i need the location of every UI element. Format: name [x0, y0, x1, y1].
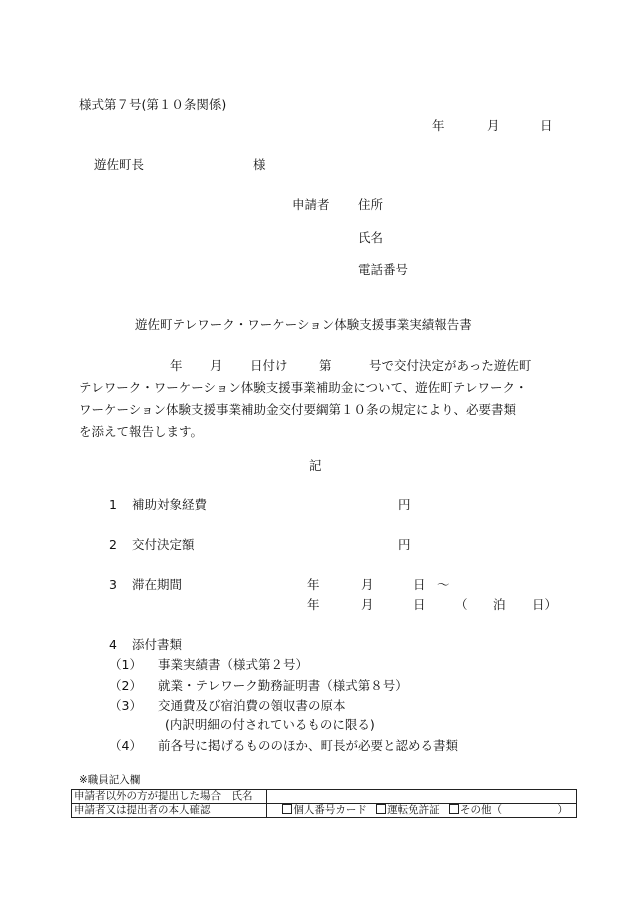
stay-days: 日） [532, 597, 558, 612]
date-year: 年 [432, 118, 445, 133]
stay-nights: 泊 [493, 597, 506, 612]
stay-end-year: 年 [307, 597, 320, 612]
date-day: 日 [540, 118, 553, 133]
staff-row-proxy [72, 790, 577, 804]
item2-label: 交付決定額 [132, 537, 195, 552]
item3-number: 3 [109, 577, 117, 592]
stay-end-month: 月 [361, 597, 374, 612]
checkbox-icon[interactable] [449, 804, 459, 814]
stay-start-day: 日 [413, 577, 426, 592]
item1-label: 補助対象経費 [132, 497, 208, 512]
stay-open-paren: （ [455, 597, 468, 612]
body-line1-rest: 号で交付決定があった遊佐町 [369, 358, 532, 373]
option-mynumber-card[interactable]: 個人番号カード [282, 804, 367, 817]
body-year: 年 [170, 358, 183, 373]
attachment-3-text: 交通費及び宿泊費の領収書の原本 [158, 698, 346, 713]
attachment-4-number: （4） [109, 738, 142, 753]
attachment-3-number: （3） [109, 698, 142, 713]
item2-number: 2 [109, 537, 117, 552]
item1-number: 1 [109, 497, 117, 512]
attachment-1-text: 事業実績書（様式第２号） [158, 657, 309, 672]
staff-proxy-value[interactable] [267, 790, 577, 804]
attachment-3-note: (内訳明細の付されているものに限る) [165, 717, 375, 732]
form-number: 様式第７号(第１０条関係) [79, 97, 227, 112]
item2-unit: 円 [398, 537, 411, 552]
attachment-2-text: 就業・テレワーク勤務証明書（様式第８号） [158, 678, 408, 693]
stay-tilde: ～ [437, 577, 450, 592]
body-line-4: を添えて報告します。 [79, 424, 204, 439]
body-line-2: テレワーク・ワーケーション体験支援事業補助金について、遊佐町テレワーク・ [79, 380, 528, 395]
stay-start-month: 月 [361, 577, 374, 592]
document-title: 遊佐町テレワーク・ワーケーション体験支援事業実績報告書 [135, 317, 472, 332]
date-month: 月 [487, 118, 500, 133]
body-line-3: ワーケーション体験支援事業補助金交付要綱第１０条の規定により、必要書類 [79, 402, 517, 417]
attachment-4-text: 前各号に掲げるもののほか、町長が必要と認める書類 [158, 738, 459, 753]
checkbox-icon[interactable] [282, 804, 292, 814]
staff-row-identity [72, 804, 577, 818]
staff-table [71, 789, 577, 818]
staff-identity-options [267, 804, 577, 818]
item1-unit: 円 [398, 497, 411, 512]
body-paragraph [79, 355, 559, 443]
staff-proxy-label: 申請者以外の方が提出した場合 氏名 [72, 790, 267, 804]
body-line-1 [79, 355, 559, 377]
applicant-name-label: 氏名 [358, 230, 384, 245]
item3-label: 滞在期間 [132, 577, 183, 592]
attachment-1-number: （1） [109, 657, 142, 672]
stay-start-year: 年 [307, 577, 320, 592]
stay-end-day: 日 [413, 597, 426, 612]
body-month: 月 [210, 358, 223, 373]
option-other[interactable]: その他（ [449, 804, 502, 817]
option-drivers-license[interactable]: 運転免許証 [376, 804, 440, 817]
body-no: 第 [319, 358, 332, 373]
applicant-address-label: 住所 [358, 197, 384, 212]
checkbox-icon[interactable] [376, 804, 386, 814]
staff-heading: ※職員記入欄 [79, 774, 141, 786]
ki-heading: 記 [309, 458, 322, 473]
item4-number: 4 [109, 637, 117, 652]
option-other-close-paren: ） [557, 804, 568, 816]
attachment-2-number: （2） [109, 678, 142, 693]
body-day: 日付け [250, 358, 288, 373]
item4-label: 添付書類 [132, 637, 183, 652]
staff-identity-label: 申請者又は提出者の本人確認 [72, 804, 267, 818]
applicant-label: 申請者 [292, 197, 330, 212]
applicant-phone-label: 電話番号 [358, 262, 409, 277]
addressee-name: 遊佐町長 [94, 157, 145, 172]
addressee-honorific: 様 [253, 157, 266, 172]
